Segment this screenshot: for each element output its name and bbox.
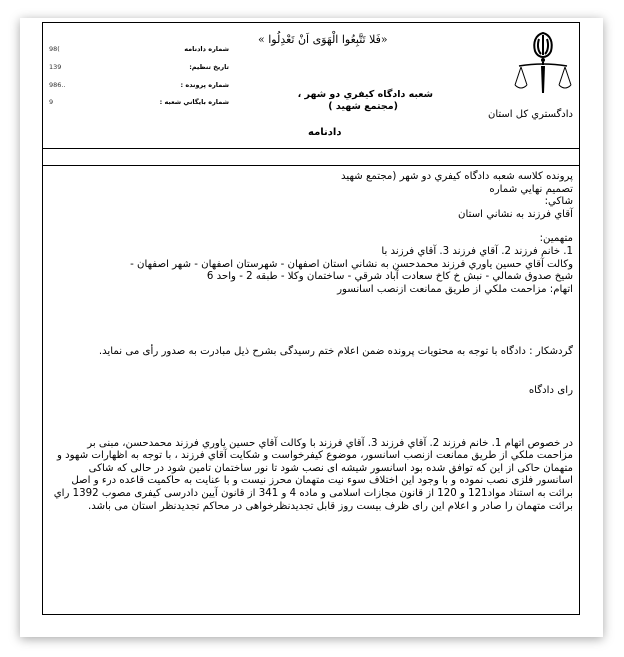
- meta-value: 9: [49, 98, 54, 106]
- meta-value: 98(: [49, 45, 60, 53]
- header-divider: [43, 148, 579, 149]
- accused-label: متهمين:: [539, 233, 573, 245]
- final-decision-line: تصميم نهايي شماره: [489, 183, 573, 195]
- meta-row-date: [49, 63, 229, 77]
- document-page: [20, 18, 603, 637]
- meta-label: شماره بايگاني شعبه :: [159, 98, 229, 106]
- verdict-text: در خصوص اتهام 1. خانم فرزند 2. آقاي فرزند 3. آقاي فرزند با وكالت آقاي حسين ياوري فرزند محمدحسن، مبنی بر مزاحمت ملكي از طريق ممانعت ازنصب اسانسور، موضوع كيفرخواست و شكايت آقاي فرزند ، با توجه به اظهارات شهود و متهمان حاكی از اين كه توافق شده بود اسانسور شيشه ای نصب شود تا نور ساختمان تامين شود در حالی كه شاكی اسانسور فلزی نصب نموده و با وجود اين اختلاف سوء نيت متهمان محرز نيست و با عنايت به حاكميت قاعده درء و اصل برائت به استناد مواد121 و 120 از قانون مجازات اسلامی و ماده 4 و 341 از قانون آيين دادرسی كيفری مصوب 1392 راي برائت متهمان را صادر و اعلام اين رای ظرف بيست روز قابل تجديدنظرخواهی در محاكم تجديدنظر استان می باشد.: [53, 437, 573, 512]
- meta-value: 986..: [49, 81, 66, 89]
- header-divider-2: [43, 165, 579, 166]
- accused-line: 1. خانم فرزند 2. آقاي فرزند 3. آقاي فرزند با: [381, 245, 573, 257]
- meta-label: شماره پرونده :: [180, 81, 229, 89]
- court-complex: (مجتمع شهيد ): [328, 101, 398, 112]
- document-body: [49, 171, 573, 513]
- meta-label: شماره دادنامه: [184, 45, 229, 53]
- meta-row-verdict-number: [49, 45, 229, 59]
- document-frame: [42, 22, 580, 615]
- charge-line: اتهام: مزاحمت ملكي از طريق ممانعت ازنصب اسانسور: [337, 283, 573, 295]
- document-title: دادنامه: [308, 127, 342, 138]
- proceedings-text: گردشكار : دادگاه با توجه به محتويات پرونده ضمن اعلام ختم رسيدگی بشرح ذيل مبادرت به صدور رأی می نمايد.: [98, 346, 573, 358]
- complainant-label: شاكي:: [544, 196, 573, 208]
- verdict-title: رای دادگاه: [528, 384, 573, 396]
- accused-line: وكالت آقاي حسين ياوري فرزند محمدحسن به نشاني استان اصفهان - شهرستان اصفهان - شهر اصفهان -: [130, 258, 573, 270]
- case-line: پرونده كلاسه شعبه دادگاه كيفري دو شهر (مجتمع شهيد: [341, 171, 573, 182]
- court-branch: شعبه دادگاه كيفري دو شهر ،: [297, 89, 433, 100]
- meta-value: 139: [49, 63, 62, 71]
- judiciary-emblem-icon: [513, 29, 573, 99]
- complainant-line: آقاي فرزند به نشاني استان: [457, 208, 573, 220]
- meta-label: تاريخ تنظيم:: [189, 63, 229, 71]
- judiciary-name: دادگستري كل استان: [488, 109, 573, 120]
- redacted-line: [49, 221, 573, 233]
- quran-verse: «فَلا تَتَّبِعُوا الْهَوَى اَنْ تَعْدِلُوا »: [258, 33, 388, 46]
- meta-row-archive-number: [49, 98, 229, 112]
- meta-row-case-number: [49, 81, 229, 95]
- accused-line: شيخ صدوق شمالي - نبش خ كاخ سعادت آباد شرقي - ساختمان وكلا - طبقه 2 - واحد 6: [206, 271, 573, 283]
